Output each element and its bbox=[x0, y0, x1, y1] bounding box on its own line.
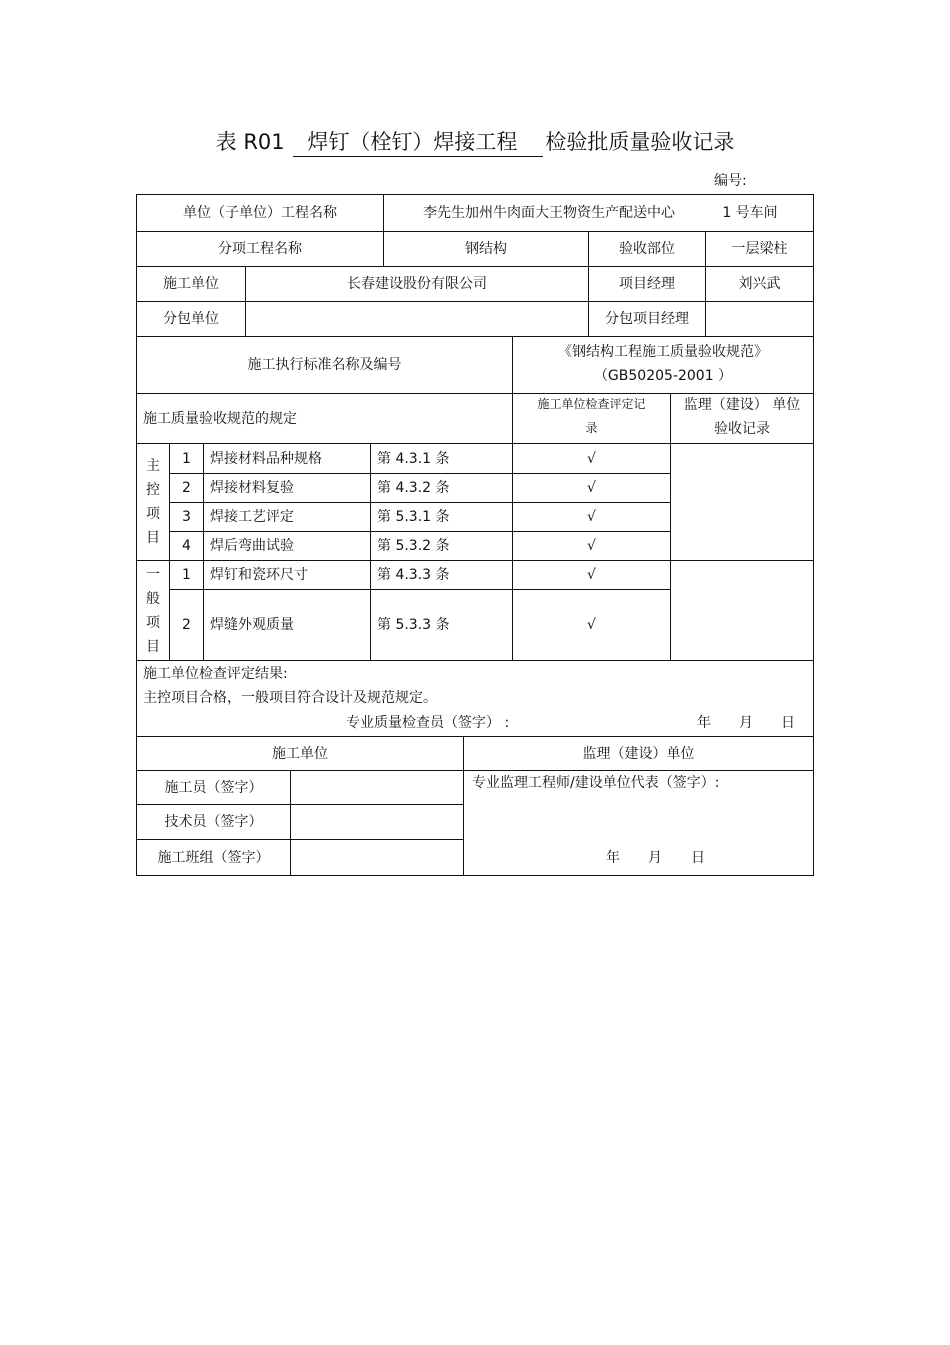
general-row-1-clause: 第 4.3.3 条 bbox=[377, 567, 450, 583]
project-manager-value: 刘兴武 bbox=[738, 276, 781, 292]
main-row-3-item: 焊接工艺评定 bbox=[210, 509, 294, 525]
general-row-2-no: 2 bbox=[182, 617, 191, 633]
spec-label: 施工质量验收规范的规定 bbox=[143, 410, 297, 427]
main-control-group-label bbox=[137, 448, 169, 556]
result-day: 日 bbox=[781, 715, 795, 731]
contractor-check-header-line2: 录 bbox=[585, 421, 598, 435]
main-row-1-item: 焊接材料品种规格 bbox=[210, 450, 322, 467]
result-label: 施工单位检查评定结果: bbox=[143, 666, 288, 682]
contractor-check-header-line1: 施工单位检查评定记 bbox=[537, 397, 646, 411]
unit-project-value: 李先生加州牛肉面大王物资生产配送中心 bbox=[423, 205, 675, 221]
supervisor-signature-label: 专业监理工程师/建设单位代表（签字）: bbox=[472, 775, 720, 791]
footer-day: 日 bbox=[691, 850, 705, 866]
group-char: 控 bbox=[146, 482, 160, 498]
main-row-4-no: 4 bbox=[182, 538, 191, 554]
contractor-label: 施工单位 bbox=[163, 276, 219, 292]
standard-value-line2: （GB50205-2001 ） bbox=[593, 368, 733, 384]
main-row-1-no: 1 bbox=[182, 450, 191, 467]
group-char: 般 bbox=[146, 590, 160, 607]
general-row-2-clause: 第 5.3.3 条 bbox=[377, 617, 450, 633]
sub-project-label: 分项工程名称 bbox=[218, 241, 302, 257]
result-text: 主控项目合格，一般项目符合设计及规范规定。 bbox=[143, 690, 437, 706]
general-row-2-item: 焊缝外观质量 bbox=[210, 617, 294, 633]
footer-month: 月 bbox=[648, 850, 662, 866]
team-signature-label: 施工班组（签字） bbox=[157, 849, 270, 866]
inspector-signature: 专业质量检查员（签字） : bbox=[346, 715, 510, 731]
main-row-2-no: 2 bbox=[182, 480, 191, 496]
footer-contractor: 施工单位 bbox=[272, 745, 328, 762]
worker-signature-label: 施工员（签字） bbox=[164, 779, 263, 796]
general-row-1-no: 1 bbox=[182, 567, 191, 583]
sub-pm-label: 分包项目经理 bbox=[605, 311, 689, 327]
serial-number-label: 编号: bbox=[714, 173, 747, 189]
technician-signature-label: 技术员（签字） bbox=[164, 814, 263, 830]
footer-year: 年 bbox=[606, 850, 620, 866]
group-char: 项 bbox=[146, 506, 160, 522]
standard-label: 施工执行标准名称及编号 bbox=[247, 357, 402, 373]
group-char: 目 bbox=[146, 638, 160, 655]
subcontractor-value bbox=[246, 302, 588, 336]
supervisor-header-line1: 监理（建设） 单位 bbox=[683, 397, 801, 413]
main-row-3-result: √ bbox=[587, 509, 596, 525]
title-prefix: 表 R01 bbox=[215, 130, 285, 154]
acceptance-part-value: 一层梁柱 bbox=[731, 241, 788, 257]
main-row-2-item: 焊接材料复验 bbox=[210, 480, 294, 496]
standard-value-line1: 《钢结构工程施工质量验收规范》 bbox=[558, 344, 768, 360]
main-row-2-clause: 第 4.3.2 条 bbox=[377, 480, 450, 496]
general-group-label bbox=[137, 561, 169, 660]
main-row-4-item: 焊后弯曲试验 bbox=[210, 538, 294, 554]
main-row-1-clause: 第 4.3.1 条 bbox=[377, 450, 450, 467]
supervisor-header-line2: 验收记录 bbox=[714, 421, 770, 437]
sub-project-value: 钢结构 bbox=[465, 241, 507, 257]
contractor-value: 长春建设股份有限公司 bbox=[347, 276, 487, 292]
title-project: 焊钉（栓钉）焊接工程 bbox=[293, 128, 543, 157]
group-char: 项 bbox=[146, 614, 160, 631]
main-row-4-result: √ bbox=[587, 538, 596, 554]
group-char: 目 bbox=[146, 530, 160, 546]
acceptance-part-label: 验收部位 bbox=[619, 241, 675, 257]
main-row-3-no: 3 bbox=[182, 509, 191, 525]
unit-project-extra: 1 号车间 bbox=[722, 205, 778, 221]
result-year: 年 bbox=[697, 715, 711, 731]
general-row-1-item: 焊钉和瓷环尺寸 bbox=[210, 567, 308, 583]
result-month: 月 bbox=[739, 715, 753, 731]
title-suffix: 检验批质量验收记录 bbox=[545, 130, 735, 154]
sub-pm-value bbox=[706, 302, 813, 336]
group-char: 一 bbox=[146, 566, 160, 583]
main-row-2-result: √ bbox=[587, 480, 596, 496]
general-row-2-result: √ bbox=[587, 617, 596, 633]
main-row-1-result: √ bbox=[587, 450, 596, 467]
footer-supervisor: 监理（建设）单位 bbox=[582, 745, 695, 762]
project-manager-label: 项目经理 bbox=[619, 276, 675, 292]
general-row-1-result: √ bbox=[587, 567, 596, 583]
unit-project-label: 单位（子单位）工程名称 bbox=[183, 205, 337, 221]
main-row-3-clause: 第 5.3.1 条 bbox=[377, 509, 450, 525]
main-row-4-clause: 第 5.3.2 条 bbox=[377, 538, 450, 554]
group-char: 主 bbox=[146, 458, 160, 474]
subcontractor-label: 分包单位 bbox=[163, 311, 219, 327]
